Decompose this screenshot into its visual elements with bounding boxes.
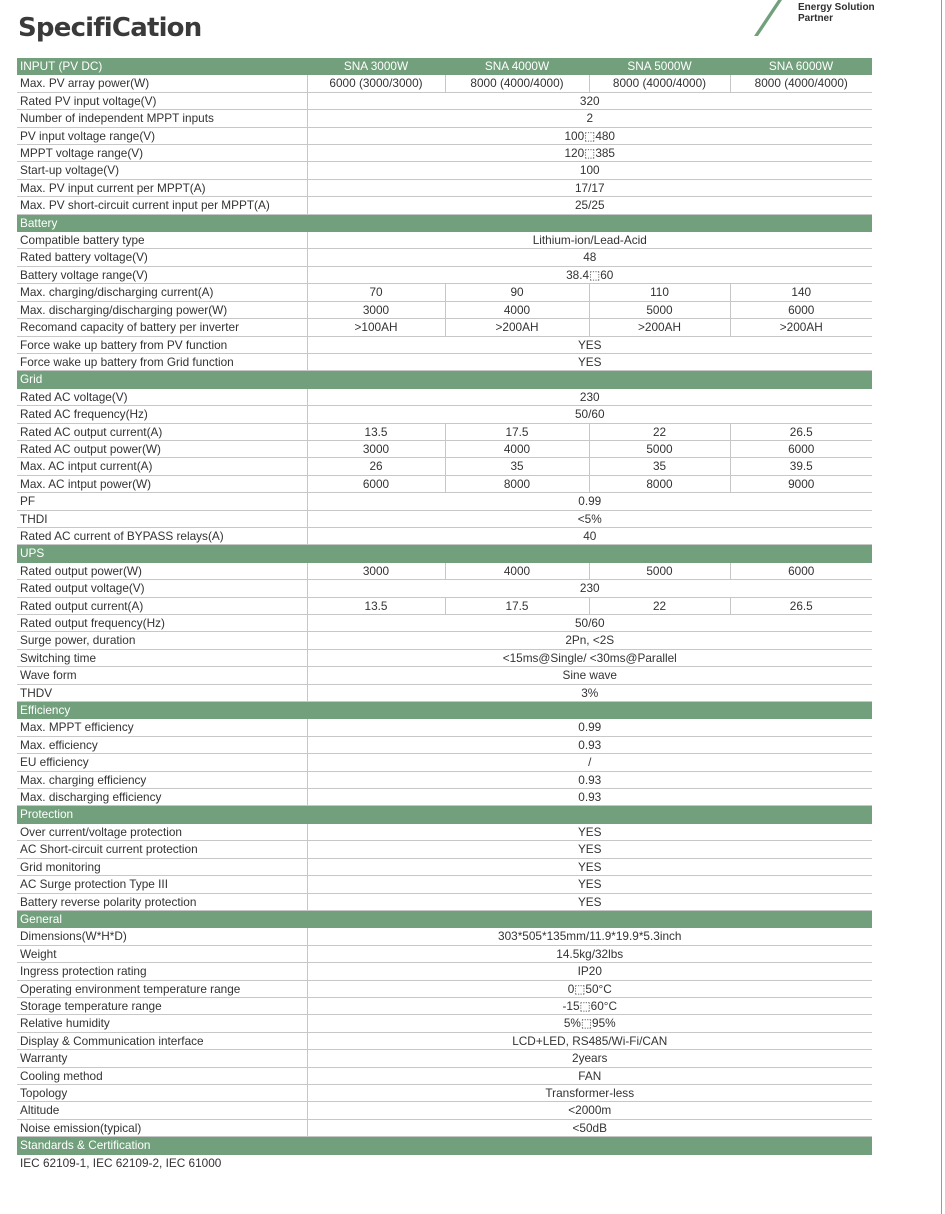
spec-row: [17, 580, 872, 597]
spec-row: [17, 388, 872, 405]
spec-row: [17, 319, 872, 336]
spec-label: EU efficiency: [17, 754, 307, 771]
section-header-row: [17, 371, 872, 388]
spec-value: 0.99: [307, 493, 872, 510]
spec-value: 6000: [730, 440, 872, 457]
spec-row: [17, 1084, 872, 1101]
section-title: General: [17, 910, 872, 927]
spec-value: >200AH: [589, 319, 730, 336]
spec-value: 25/25: [307, 197, 872, 214]
spec-value: 17.5: [445, 597, 589, 614]
spec-row: [17, 980, 872, 997]
spec-label: Number of independent MPPT inputs: [17, 110, 307, 127]
spec-row: [17, 75, 872, 92]
spec-label: Noise emission(typical): [17, 1119, 307, 1136]
spec-value: 3000: [307, 301, 445, 318]
spec-row: [17, 928, 872, 945]
spec-value: 100: [307, 162, 872, 179]
spec-row: [17, 336, 872, 353]
spec-value: 230: [307, 388, 872, 405]
model-column-header: SNA 3000W: [307, 58, 445, 75]
spec-row: [17, 597, 872, 614]
section-header-row: [17, 214, 872, 231]
spec-value: 17.5: [445, 423, 589, 440]
spec-label: Ingress protection rating: [17, 963, 307, 980]
spec-value: YES: [307, 893, 872, 910]
spec-value: IP20: [307, 963, 872, 980]
spec-row: [17, 667, 872, 684]
spec-value: 0.93: [307, 771, 872, 788]
spec-row: [17, 615, 872, 632]
spec-row: [17, 997, 872, 1014]
spec-label: Operating environment temperature range: [17, 980, 307, 997]
spec-value: 5%⬚95%: [307, 1015, 872, 1032]
spec-row: [17, 458, 872, 475]
spec-value: 8000 (4000/4000): [589, 75, 730, 92]
spec-label: Rated battery voltage(V): [17, 249, 307, 266]
spec-value: 8000: [445, 475, 589, 492]
spec-label: Rated AC output current(A): [17, 423, 307, 440]
spec-label: Battery reverse polarity protection: [17, 893, 307, 910]
spec-table-body: [17, 58, 872, 1171]
spec-label: Max. PV input current per MPPT(A): [17, 179, 307, 196]
section-title: Grid: [17, 371, 872, 388]
spec-value: 8000: [589, 475, 730, 492]
spec-value: Sine wave: [307, 667, 872, 684]
spec-value: 4000: [445, 562, 589, 579]
leaf-slash-icon: [748, 0, 788, 38]
spec-value: 120⬚385: [307, 145, 872, 162]
spec-value: 110: [589, 284, 730, 301]
spec-row: [17, 301, 872, 318]
spec-label: MPPT voltage range(V): [17, 145, 307, 162]
spec-value: <15ms@Single/ <30ms@Parallel: [307, 649, 872, 666]
spec-value: 5000: [589, 301, 730, 318]
spec-row: [17, 562, 872, 579]
spec-value: 0.93: [307, 789, 872, 806]
spec-value: 8000 (4000/4000): [730, 75, 872, 92]
spec-row: [17, 945, 872, 962]
spec-value: 2Pn, <2S: [307, 632, 872, 649]
spec-label: Switching time: [17, 649, 307, 666]
spec-value: 2years: [307, 1050, 872, 1067]
page-title: SpecifiCation: [18, 13, 202, 43]
spec-value: <2000m: [307, 1102, 872, 1119]
spec-value: 2: [307, 110, 872, 127]
spec-row: [17, 823, 872, 840]
spec-label: Max. AC intput power(W): [17, 475, 307, 492]
spec-value: 35: [445, 458, 589, 475]
spec-row: [17, 232, 872, 249]
spec-value: -15⬚60°C: [307, 997, 872, 1014]
spec-label: Surge power, duration: [17, 632, 307, 649]
spec-value: 13.5: [307, 423, 445, 440]
spec-row: [17, 789, 872, 806]
spec-label: Rated AC voltage(V): [17, 388, 307, 405]
section-title: Protection: [17, 806, 872, 823]
spec-value: 3%: [307, 684, 872, 701]
spec-row: [17, 197, 872, 214]
spec-label: Over current/voltage protection: [17, 823, 307, 840]
spec-row: [17, 440, 872, 457]
spec-label: Grid monitoring: [17, 858, 307, 875]
spec-value: 6000: [730, 562, 872, 579]
spec-label: Max. AC intput current(A): [17, 458, 307, 475]
spec-row: [17, 771, 872, 788]
spec-row: [17, 475, 872, 492]
spec-value: 100⬚480: [307, 127, 872, 144]
model-column-header: SNA 5000W: [589, 58, 730, 75]
standards-text: IEC 62109-1, IEC 62109-2, IEC 61000: [20, 1155, 222, 1170]
spec-value: >100AH: [307, 319, 445, 336]
spec-value: YES: [307, 841, 872, 858]
section-header-row: [17, 806, 872, 823]
section-header-row: [17, 545, 872, 562]
spec-value: 26.5: [730, 423, 872, 440]
spec-value: 13.5: [307, 597, 445, 614]
spec-label: Wave form: [17, 667, 307, 684]
section-title: INPUT (PV DC): [17, 58, 307, 75]
spec-label: Max. discharging/discharging power(W): [17, 301, 307, 318]
spec-label: Max. PV array power(W): [17, 75, 307, 92]
spec-label: Rated PV input voltage(V): [17, 92, 307, 109]
spec-row: [17, 1032, 872, 1049]
spec-label: AC Short-circuit current protection: [17, 841, 307, 858]
spec-label: Battery voltage range(V): [17, 266, 307, 283]
spec-label: Max. charging/discharging current(A): [17, 284, 307, 301]
spec-value: /: [307, 754, 872, 771]
spec-row: [17, 527, 872, 544]
spec-label: Rated AC output power(W): [17, 440, 307, 457]
spec-label: THDV: [17, 684, 307, 701]
spec-row: [17, 1067, 872, 1084]
spec-value: 5000: [589, 440, 730, 457]
spec-label: Topology: [17, 1084, 307, 1101]
spec-value: YES: [307, 336, 872, 353]
spec-label: Max. charging efficiency: [17, 771, 307, 788]
spec-row: [17, 876, 872, 893]
spec-value: 6000: [730, 301, 872, 318]
spec-label: Warranty: [17, 1050, 307, 1067]
spec-value: YES: [307, 858, 872, 875]
spec-row: [17, 266, 872, 283]
spec-row: [17, 510, 872, 527]
spec-row: [17, 493, 872, 510]
spec-label: Max. MPPT efficiency: [17, 719, 307, 736]
spec-label: Max. PV short-circuit current input per MPPT(A): [17, 197, 307, 214]
spec-value: 320: [307, 92, 872, 109]
spec-label: Display & Communication interface: [17, 1032, 307, 1049]
spec-value: 48: [307, 249, 872, 266]
spec-value: 90: [445, 284, 589, 301]
spec-row: [17, 1102, 872, 1119]
spec-value: 0.93: [307, 736, 872, 753]
spec-label: Start-up voltage(V): [17, 162, 307, 179]
spec-value: 26: [307, 458, 445, 475]
spec-row: [17, 963, 872, 980]
spec-label: Max. efficiency: [17, 736, 307, 753]
spec-row: [17, 736, 872, 753]
spec-value: 40: [307, 527, 872, 544]
spec-label: PV input voltage range(V): [17, 127, 307, 144]
spec-value: 3000: [307, 562, 445, 579]
spec-value: 5000: [589, 562, 730, 579]
spec-value: 3000: [307, 440, 445, 457]
spec-row: [17, 249, 872, 266]
spec-label: Rated AC frequency(Hz): [17, 406, 307, 423]
section-title: Battery: [17, 214, 872, 231]
spec-value: 50/60: [307, 406, 872, 423]
section-header-row: [17, 702, 872, 719]
spec-label: THDI: [17, 510, 307, 527]
spec-row: [17, 754, 872, 771]
section-title: Standards & Certification: [17, 1137, 872, 1154]
spec-value: 35: [589, 458, 730, 475]
tagline-line-2: Energy Solution: [798, 1, 875, 13]
spec-row: [17, 284, 872, 301]
spec-value: YES: [307, 876, 872, 893]
spec-value: 39.5: [730, 458, 872, 475]
spec-value: 140: [730, 284, 872, 301]
spec-row: [17, 162, 872, 179]
spec-row: [17, 92, 872, 109]
spec-value: LCD+LED, RS485/Wi-Fi/CAN: [307, 1032, 872, 1049]
spec-row: [17, 632, 872, 649]
spec-label: Rated AC current of BYPASS relays(A): [17, 527, 307, 544]
spec-row: [17, 145, 872, 162]
tagline-line-3: Partner: [798, 13, 834, 24]
spec-label: Force wake up battery from PV function: [17, 336, 307, 353]
spec-label: Rated output current(A): [17, 597, 307, 614]
page-edge-line: [941, 0, 942, 1214]
spec-label: Rated output voltage(V): [17, 580, 307, 597]
spec-value: 0.99: [307, 719, 872, 736]
spec-value: YES: [307, 353, 872, 370]
spec-value: 303*505*135mm/11.9*19.9*5.3inch: [307, 928, 872, 945]
spec-row: [17, 406, 872, 423]
spec-label: Rated output frequency(Hz): [17, 615, 307, 632]
spec-value: 6000 (3000/3000): [307, 75, 445, 92]
spec-value: FAN: [307, 1067, 872, 1084]
spec-value: 22: [589, 597, 730, 614]
spec-row: [17, 179, 872, 196]
spec-label: AC Surge protection Type III: [17, 876, 307, 893]
spec-row: [17, 684, 872, 701]
standards-row: [17, 1154, 872, 1171]
spec-label: Rated output power(W): [17, 562, 307, 579]
spec-label: Force wake up battery from Grid function: [17, 353, 307, 370]
spec-row: [17, 1119, 872, 1136]
spec-value: Transformer-less: [307, 1084, 872, 1101]
spec-row: [17, 1050, 872, 1067]
spec-value: 4000: [445, 301, 589, 318]
spec-row: [17, 649, 872, 666]
spec-value: 230: [307, 580, 872, 597]
spec-row: [17, 127, 872, 144]
spec-value: Lithium-ion/Lead-Acid: [307, 232, 872, 249]
section-header-row: [17, 1137, 872, 1154]
spec-value: 26.5: [730, 597, 872, 614]
spec-row: [17, 858, 872, 875]
spec-label: PF: [17, 493, 307, 510]
section-title: Efficiency: [17, 702, 872, 719]
section-title: UPS: [17, 545, 872, 562]
section-header-row: [17, 58, 872, 75]
section-header-row: [17, 910, 872, 927]
spec-row: [17, 1015, 872, 1032]
model-column-header: SNA 6000W: [730, 58, 872, 75]
spec-row: [17, 893, 872, 910]
spec-value: >200AH: [445, 319, 589, 336]
spec-value: <50dB: [307, 1119, 872, 1136]
spec-label: Compatible battery type: [17, 232, 307, 249]
spec-label: Altitude: [17, 1102, 307, 1119]
spec-row: [17, 423, 872, 440]
spec-value: 14.5kg/32lbs: [307, 945, 872, 962]
spec-label: Dimensions(W*H*D): [17, 928, 307, 945]
spec-label: Weight: [17, 945, 307, 962]
spec-value: 9000: [730, 475, 872, 492]
spec-value: >200AH: [730, 319, 872, 336]
spec-value: 38.4⬚60: [307, 266, 872, 283]
model-column-header: SNA 4000W: [445, 58, 589, 75]
brand-logo: [748, 0, 888, 40]
specification-table: [17, 58, 872, 1171]
spec-value: YES: [307, 823, 872, 840]
spec-row: [17, 841, 872, 858]
spec-row: [17, 719, 872, 736]
spec-value: 22: [589, 423, 730, 440]
spec-value: 4000: [445, 440, 589, 457]
spec-label: Relative humidity: [17, 1015, 307, 1032]
spec-label: Storage temperature range: [17, 997, 307, 1014]
spec-value: 50/60: [307, 615, 872, 632]
brand-tagline: [798, 0, 875, 25]
spec-row: [17, 110, 872, 127]
spec-value: 6000: [307, 475, 445, 492]
spec-value: 17/17: [307, 179, 872, 196]
spec-label: Cooling method: [17, 1067, 307, 1084]
spec-label: Recomand capacity of battery per inverter: [17, 319, 307, 336]
spec-row: [17, 353, 872, 370]
spec-label: Max. discharging efficiency: [17, 789, 307, 806]
spec-value: 70: [307, 284, 445, 301]
spec-value: 0⬚50°C: [307, 980, 872, 997]
spec-value: <5%: [307, 510, 872, 527]
spec-value: 8000 (4000/4000): [445, 75, 589, 92]
